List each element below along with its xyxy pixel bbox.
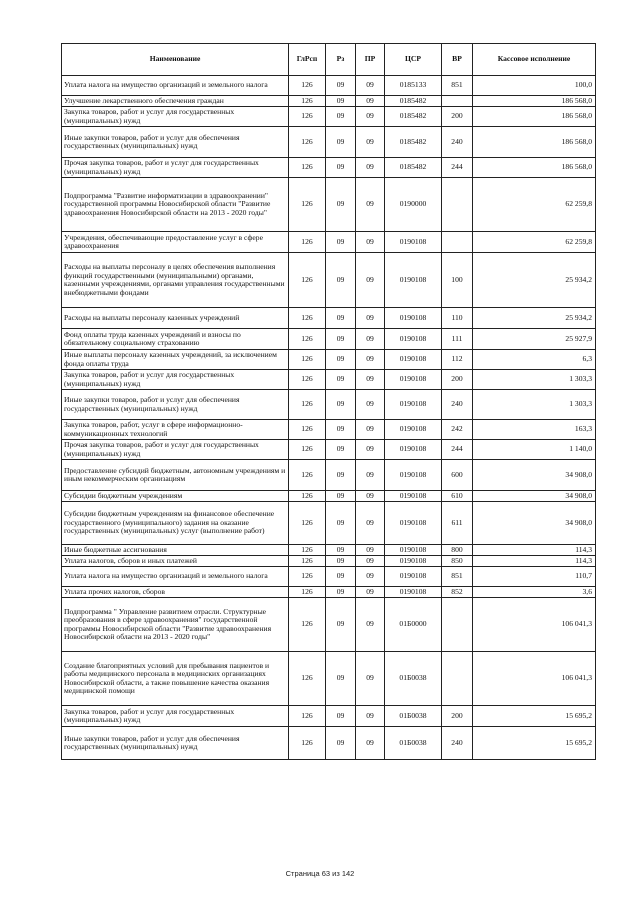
header-pr: ПР [356,44,385,76]
cell-rz: 09 [326,727,356,760]
cell-rz: 09 [326,460,356,491]
cell-name: Расходы на выплаты персоналу в целях обеспечения выполнения функций государственными (муниципальными) органами, казенными учреждениями, органами управления государственными внебюджетными фондами [62,253,289,308]
cell-name: Учреждения, обеспечивающие предоставление услуг в сфере здравоохранения [62,232,289,253]
cell-rz: 09 [326,706,356,727]
cell-csr: 0185482 [385,158,442,178]
cell-amount: 34 908,0 [473,502,596,545]
cell-rz: 09 [326,502,356,545]
cell-glrsp: 126 [289,556,326,567]
cell-vr: 112 [442,350,473,370]
cell-vr: 200 [442,370,473,390]
cell-name: Закупка товаров, работ и услуг для государственных (муниципальных) нужд [62,706,289,727]
cell-vr: 851 [442,567,473,587]
cell-name: Улучшение лекарственного обеспечения граждан [62,96,289,107]
cell-rz: 09 [326,390,356,420]
cell-rz: 09 [326,598,356,652]
cell-vr: 244 [442,158,473,178]
cell-amount: 186 568,0 [473,96,596,107]
cell-vr: 200 [442,706,473,727]
cell-name: Прочая закупка товаров, работ и услуг для государственных (муниципальных) нужд [62,158,289,178]
cell-glrsp: 126 [289,158,326,178]
cell-amount: 186 568,0 [473,107,596,127]
header-csr: ЦСР [385,44,442,76]
table-row [62,556,596,567]
cell-amount: 186 568,0 [473,158,596,178]
cell-rz: 09 [326,420,356,440]
cell-pr: 09 [356,420,385,440]
cell-glrsp: 126 [289,420,326,440]
cell-glrsp: 126 [289,727,326,760]
cell-vr: 611 [442,502,473,545]
cell-csr: 0190108 [385,545,442,556]
header-name: Наименование [62,44,289,76]
table-row [62,460,596,491]
cell-glrsp: 126 [289,598,326,652]
cell-vr [442,652,473,706]
cell-vr: 110 [442,308,473,329]
cell-name: Подпрограмма "Развитие информатизации в здравоохранении" государственной программы Новосибирской области "Развитие здравоохранения Новосибирской области на 2013 - 2020 годы" [62,178,289,232]
table-row [62,587,596,598]
cell-pr: 09 [356,350,385,370]
cell-rz: 09 [326,232,356,253]
cell-amount: 15 695,2 [473,706,596,727]
cell-vr [442,598,473,652]
cell-vr: 852 [442,587,473,598]
cell-amount: 163,3 [473,420,596,440]
table-row [62,329,596,350]
cell-glrsp: 126 [289,502,326,545]
cell-rz: 09 [326,308,356,329]
cell-rz: 09 [326,96,356,107]
cell-amount: 106 041,3 [473,652,596,706]
cell-name: Прочая закупка товаров, работ и услуг для государственных (муниципальных) нужд [62,440,289,460]
cell-vr [442,232,473,253]
cell-vr: 240 [442,127,473,158]
cell-vr: 111 [442,329,473,350]
cell-csr: 01Б0038 [385,706,442,727]
cell-amount: 114,3 [473,556,596,567]
cell-rz: 09 [326,329,356,350]
cell-rz: 09 [326,253,356,308]
cell-csr: 0190108 [385,370,442,390]
cell-name: Уплата налога на имущество организаций и земельного налога [62,567,289,587]
cell-pr: 09 [356,76,385,96]
cell-name: Иные выплаты персоналу казенных учреждений, за исключением фонда оплаты труда [62,350,289,370]
cell-csr: 0185482 [385,127,442,158]
cell-pr: 09 [356,491,385,502]
cell-rz: 09 [326,158,356,178]
table-row [62,440,596,460]
cell-amount: 1 303,3 [473,390,596,420]
cell-amount: 100,0 [473,76,596,96]
cell-pr: 09 [356,308,385,329]
cell-name: Уплата налога на имущество организаций и земельного налога [62,76,289,96]
cell-pr: 09 [356,96,385,107]
table-row [62,598,596,652]
cell-vr [442,178,473,232]
table-row [62,158,596,178]
cell-csr: 0185133 [385,76,442,96]
cell-csr: 01Б0000 [385,598,442,652]
cell-amount: 34 908,0 [473,491,596,502]
cell-pr: 09 [356,440,385,460]
cell-rz: 09 [326,370,356,390]
cell-glrsp: 126 [289,76,326,96]
table-row [62,652,596,706]
cell-vr: 244 [442,440,473,460]
table-row [62,370,596,390]
cell-name: Уплата налогов, сборов и иных платежей [62,556,289,567]
cell-rz: 09 [326,545,356,556]
cell-glrsp: 126 [289,308,326,329]
cell-glrsp: 126 [289,390,326,420]
cell-glrsp: 126 [289,253,326,308]
cell-amount: 1 303,3 [473,370,596,390]
cell-pr: 09 [356,329,385,350]
cell-name: Расходы на выплаты персоналу казенных учреждений [62,308,289,329]
cell-pr: 09 [356,370,385,390]
cell-pr: 09 [356,253,385,308]
cell-name: Фонд оплаты труда казенных учреждений и взносы по обязательному социальному страхованию [62,329,289,350]
cell-pr: 09 [356,158,385,178]
cell-csr: 0190108 [385,491,442,502]
cell-pr: 09 [356,502,385,545]
cell-pr: 09 [356,390,385,420]
cell-pr: 09 [356,652,385,706]
table-row [62,178,596,232]
cell-name: Уплата прочих налогов, сборов [62,587,289,598]
cell-csr: 0190108 [385,502,442,545]
cell-glrsp: 126 [289,96,326,107]
cell-name: Иные закупки товаров, работ и услуг для обеспечения государственных (муниципальных) нужд [62,127,289,158]
cell-name: Подпрограмма " Управление развитием отрасли. Структурные преобразования в сфере здравоохранения" государственной программы Новосибирской области "Развитие здравоохранения Новосибирской области на 2013 - 2020 годы" [62,598,289,652]
cell-pr: 09 [356,545,385,556]
cell-csr: 0190108 [385,390,442,420]
cell-csr: 0190000 [385,178,442,232]
cell-csr: 0185482 [385,107,442,127]
cell-glrsp: 126 [289,652,326,706]
cell-glrsp: 126 [289,587,326,598]
cell-vr: 240 [442,390,473,420]
cell-pr: 09 [356,567,385,587]
cell-rz: 09 [326,567,356,587]
cell-rz: 09 [326,440,356,460]
cell-glrsp: 126 [289,567,326,587]
cell-name: Закупка товаров, работ и услуг для государственных (муниципальных) нужд [62,370,289,390]
cell-csr: 01Б0038 [385,652,442,706]
cell-pr: 09 [356,706,385,727]
cell-rz: 09 [326,127,356,158]
cell-csr: 0190108 [385,308,442,329]
cell-csr: 0190108 [385,253,442,308]
cell-amount: 15 695,2 [473,727,596,760]
table-row [62,232,596,253]
cell-vr: 851 [442,76,473,96]
header-amount: Кассовое исполнение [473,44,596,76]
budget-table [61,43,596,760]
cell-name: Иные бюджетные ассигнования [62,545,289,556]
header-vr: ВР [442,44,473,76]
table-row [62,308,596,329]
table-row [62,545,596,556]
cell-pr: 09 [356,727,385,760]
cell-name: Иные закупки товаров, работ и услуг для обеспечения государственных (муниципальных) нужд [62,390,289,420]
cell-vr: 600 [442,460,473,491]
cell-vr: 850 [442,556,473,567]
page-number: Страница 63 из 142 [285,869,355,878]
cell-rz: 09 [326,350,356,370]
cell-name: Закупка товаров, работ и услуг для государственных (муниципальных) нужд [62,107,289,127]
cell-glrsp: 126 [289,329,326,350]
cell-glrsp: 126 [289,107,326,127]
cell-csr: 0190108 [385,232,442,253]
cell-glrsp: 126 [289,440,326,460]
cell-amount: 3,6 [473,587,596,598]
table-row [62,253,596,308]
cell-csr: 0190108 [385,350,442,370]
cell-csr: 01Б0038 [385,727,442,760]
cell-amount: 110,7 [473,567,596,587]
table-row [62,491,596,502]
table-row [62,76,596,96]
cell-pr: 09 [356,178,385,232]
cell-name: Предоставление субсидий бюджетным, автономным учреждениям и иным некоммерческим организациям [62,460,289,491]
cell-glrsp: 126 [289,491,326,502]
cell-rz: 09 [326,76,356,96]
table-row [62,502,596,545]
cell-pr: 09 [356,598,385,652]
cell-vr [442,96,473,107]
table-row [62,567,596,587]
cell-rz: 09 [326,556,356,567]
cell-glrsp: 126 [289,706,326,727]
cell-vr: 240 [442,727,473,760]
cell-csr: 0190108 [385,329,442,350]
cell-amount: 106 041,3 [473,598,596,652]
cell-rz: 09 [326,107,356,127]
cell-glrsp: 126 [289,370,326,390]
cell-vr: 200 [442,107,473,127]
cell-amount: 62 259,8 [473,232,596,253]
cell-rz: 09 [326,652,356,706]
cell-pr: 09 [356,556,385,567]
table-row [62,727,596,760]
cell-rz: 09 [326,491,356,502]
cell-name: Создание благоприятных условий для пребывания пациентов и работы медицинского персонала в медицинских организациях Новосибирской области, а также повышение качества оказания медицинской помощи [62,652,289,706]
cell-pr: 09 [356,460,385,491]
cell-name: Иные закупки товаров, работ и услуг для обеспечения государственных (муниципальных) нужд [62,727,289,760]
header-glrsp: ГлРсп [289,44,326,76]
cell-pr: 09 [356,587,385,598]
cell-csr: 0190108 [385,567,442,587]
cell-amount: 114,3 [473,545,596,556]
cell-csr: 0190108 [385,556,442,567]
cell-csr: 0190108 [385,587,442,598]
header-rz: Рз [326,44,356,76]
cell-glrsp: 126 [289,350,326,370]
table-row [62,96,596,107]
cell-rz: 09 [326,178,356,232]
cell-amount: 1 140,0 [473,440,596,460]
cell-pr: 09 [356,127,385,158]
cell-glrsp: 126 [289,460,326,491]
cell-csr: 0190108 [385,460,442,491]
cell-vr: 610 [442,491,473,502]
cell-amount: 6,3 [473,350,596,370]
cell-name: Субсидии бюджетным учреждениям на финансовое обеспечение государственного (муниципального) задания на оказание государственных (муниципальных) услуг (выполнение работ) [62,502,289,545]
cell-amount: 62 259,8 [473,178,596,232]
cell-amount: 34 908,0 [473,460,596,491]
table-row [62,350,596,370]
cell-glrsp: 126 [289,545,326,556]
cell-vr: 800 [442,545,473,556]
table-header-row [62,44,596,76]
cell-amount: 25 934,2 [473,308,596,329]
table-row [62,420,596,440]
cell-amount: 25 934,2 [473,253,596,308]
table-row [62,127,596,158]
cell-name: Субсидии бюджетным учреждениям [62,491,289,502]
table-row [62,107,596,127]
cell-csr: 0190108 [385,440,442,460]
cell-name: Закупка товаров, работ, услуг в сфере информационно-коммуникационных технологий [62,420,289,440]
cell-vr: 242 [442,420,473,440]
table-row [62,706,596,727]
cell-glrsp: 126 [289,127,326,158]
cell-glrsp: 126 [289,232,326,253]
cell-csr: 0190108 [385,420,442,440]
cell-pr: 09 [356,107,385,127]
cell-csr: 0185482 [385,96,442,107]
cell-pr: 09 [356,232,385,253]
cell-glrsp: 126 [289,178,326,232]
cell-rz: 09 [326,587,356,598]
table-row [62,390,596,420]
cell-amount: 25 927,9 [473,329,596,350]
cell-vr: 100 [442,253,473,308]
cell-amount: 186 568,0 [473,127,596,158]
